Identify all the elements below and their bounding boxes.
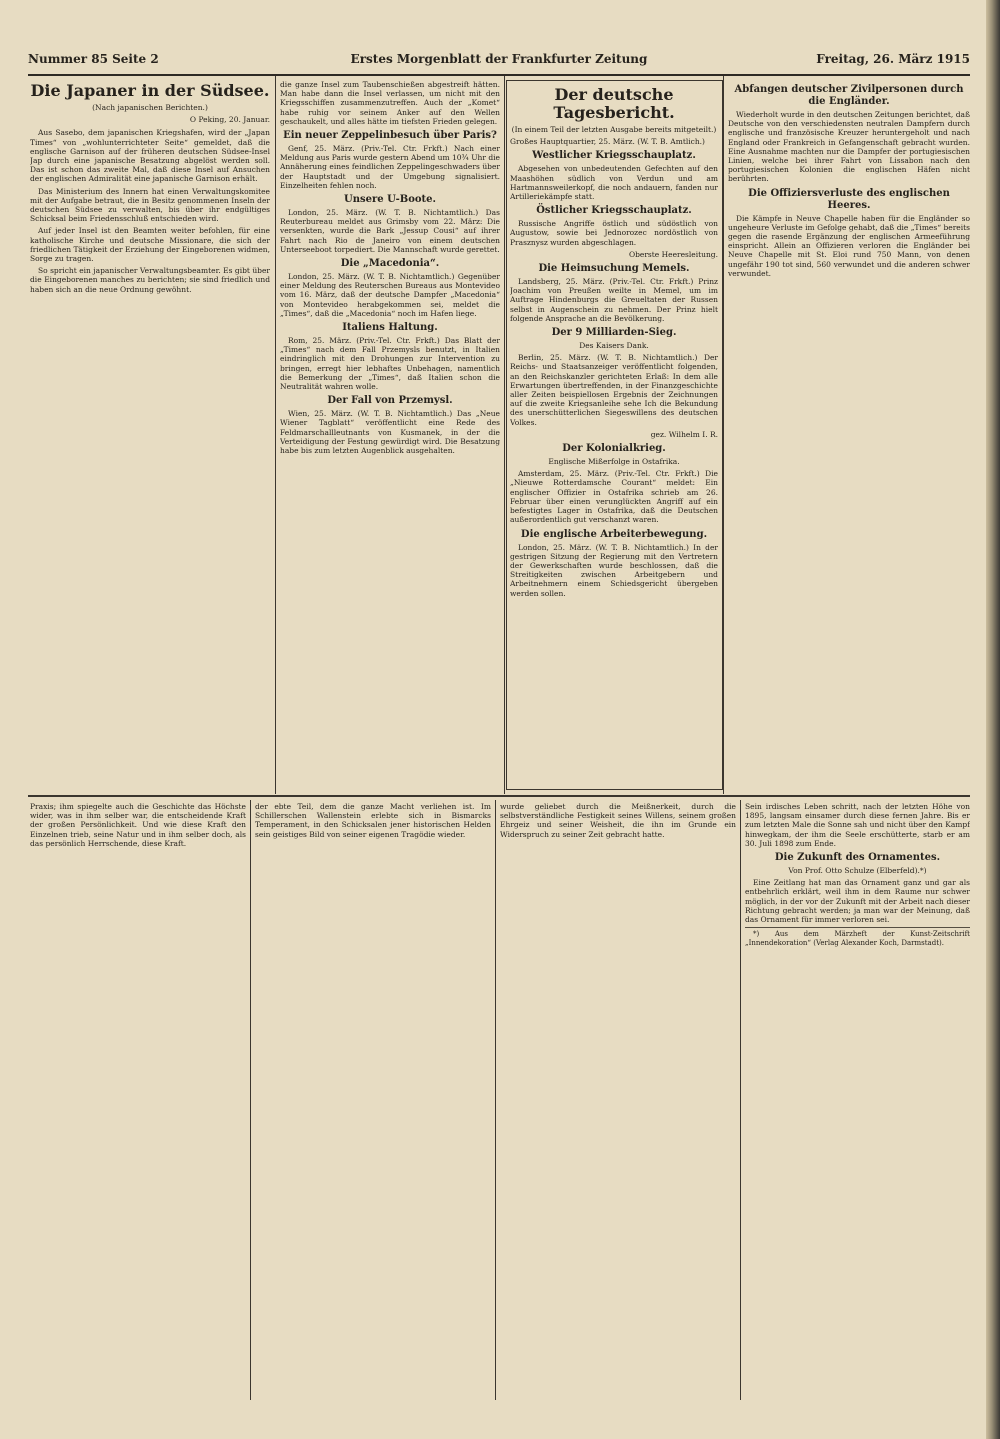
article-paragraph: Wien, 25. März. (W. T. B. Nichtamtlich.) Das „Neue Wiener Tagblatt“ veröffentlicht eine Rede des Feldmarschallleutnants von Kusmanek, in der die Verteidigung der Festung gewürdigt wird. Die Besatzung habe bis zum letzten Augenblick ausgehalten. [280, 409, 500, 456]
column-4 [728, 80, 970, 792]
issue-number: Nummer 85 Seite 2 [28, 52, 159, 66]
headline-przemysl: Der Fall von Przemysl. [327, 395, 453, 407]
subheadline: (In einem Teil der letzten Ausgabe bereits mitgeteilt.) [511, 125, 717, 134]
signature: gez. Wilhelm I. R. [650, 429, 718, 439]
article-paragraph: wurde geliebet durch die Meißnerkeit, durch die selbstverständliche Festigkeit seines Willens, seinem großen Ehrgeiz und seiner Weisheit, die ihn im Grunde ein Widerspruch zu seiner Zeit gebracht hatte. [500, 802, 736, 839]
headline-kolonialkrieg: Der Kolonialkrieg. [562, 443, 666, 455]
article-paragraph: Landsberg, 25. März. (Priv.-Tel. Ctr. Frkft.) Prinz Joachim von Preußen weilte in Memel, um im Auftrage Hindenburgs die Greueltaten der Russen selbst in Augenschein zu nehmen. Der Prinz hielt folgende Ansprache an die Bevölkerung. [510, 277, 718, 323]
feuilleton-column-1 [30, 802, 246, 1400]
article-paragraph: Die Kämpfe in Neuve Chapelle haben für die Engländer so ungeheure Verluste im Gefolge gehabt, daß die „Times“ bereits gegen die rasende Ergänzung der englischen Armeeführung einspricht. Allein an Offizieren verloren die Engländer bei Neuve Chapelle mit St. Eloi rund 750 Mann, von denen ungefähr 190 tot sind, 560 verwundet und die anderen schwer verwundet. [728, 213, 970, 278]
headline-japaner: Die Japaner in der Südsee. [30, 81, 270, 100]
subheadline: Des Kaisers Dank. [579, 341, 649, 351]
headline-ornament: Die Zukunft des Ornamentes. [774, 852, 941, 864]
issue-date: Freitag, 26. März 1915 [816, 52, 970, 66]
feuilleton-column-3 [500, 802, 736, 1400]
subheadline: Englische Mißerfolge in Ostafrika. [548, 457, 680, 467]
signature: Oberste Heeresleitung. [628, 249, 718, 259]
dateline: Großes Hauptquartier, 25. März. (W. T. B. Amtlich.) [510, 137, 705, 147]
feuilleton-column-2 [255, 802, 491, 1400]
footnote: *) Aus dem Märzheft der Kunst-Zeitschrift „Innendekoration“ (Verlag Alexander Koch, Darmstadt). [745, 927, 970, 948]
headline-zivilpersonen: Abfangen deutscher Zivilpersonen durch die Engländer. [734, 84, 964, 107]
article-paragraph: Auf jeder Insel ist den Beamten weiter befohlen, für eine katholische Kirche und deutsche Missionare, die sich der friedlichen Tätigkeit der Erziehung der Eingeborenen widmen, Sorge zu tragen. [30, 226, 270, 264]
headline-italien: Italiens Haltung. [342, 322, 438, 334]
subheadline: (Nach japanischen Berichten.) [92, 103, 208, 112]
headline-tagesbericht: Der deutsche Tagesbericht. [553, 85, 675, 122]
dateline: O Peking, 20. Januar. [189, 115, 270, 125]
newspaper-title: Erstes Morgenblatt der Frankfurter Zeitung [350, 52, 648, 66]
article-paragraph: Genf, 25. März. (Priv.-Tel. Ctr. Frkft.) Nach einer Meldung aus Paris wurde gestern Abend um 10¾ Uhr die Annäherung eines feindlichen Zeppelingeschwaders über der Hauptstadt und der Umgebung signalisiert. Einzelheiten fehlen noch. [280, 144, 500, 190]
article-paragraph: Amsterdam, 25. März. (Priv.-Tel. Ctr. Frkft.) Die „Nieuwe Rotterdamsche Courant“ meldet: Ein englischer Offizier in Ostafrika schrieb am 26. Februar über einen verunglückten Angriff auf ein befestigtes Lager in Ostafrika, daß die Deutschen außerordentlich gut verschanzt waren. [510, 469, 718, 525]
headline-offiziersverluste: Die Offiziersverluste des englischen Heeres. [748, 187, 950, 211]
headline-milliarden: Der 9 Milliarden-Sieg. [551, 327, 677, 339]
article-paragraph: London, 25. März. (W. T. B. Nichtamtlich.) Das Reuterbureau meldet aus Grimsby vom 22. März: Die versenkten, wurde die Bark „Jessup Cousi“ auf ihrer Fahrt nach Rio de Janeiro von einem deutschen Unterseeboot torpediert. Die Mannschaft wurde gerettet. [280, 208, 500, 254]
article-paragraph: Rom, 25. März. (Priv.-Tel. Ctr. Frkft.) Das Blatt der „Times“ nach dem Fall Przemysls benutzt, in Italien eindringlich mit den Drohungen zur Intervention zu bringen, erregt hier lebhaftes Unbehagen, namentlich die Bemerkung der „Times“, daß Italien schon die Neutralität wahren wolle. [280, 336, 500, 392]
heading-west: Westlicher Kriegsschauplatz. [532, 150, 696, 162]
article-paragraph: Russische Angriffe östlich und südöstlich von Augustow, sowie bei Jednorozec nordöstlich von Prasznysz wurden abgeschlagen. [510, 219, 718, 247]
article-paragraph: Sein irdisches Leben schritt, nach der letzten Höhe von 1895, langsam einsamer durch diese fernen Jahre. Bis er zum letzten Male die Sonne sah und nicht über den Kampf hinwegkam, der ihm die Seele erschütterte, starb er am 30. Juli 1898 zum Ende. [745, 802, 970, 848]
article-paragraph: Praxis; ihm spiegelte auch die Geschichte das Höchste wider, was in ihm selber war, die entscheidende Kraft der großen Persönlichkeit. Und wie diese Kraft den Einzelnen trieb, seine Natur und in ihm selber doch, als das persönlich Herrschende, diese Kraft. [30, 802, 246, 848]
article-paragraph: Abgesehen von unbedeutenden Gefechten auf den Maashöhen südlich von Verdun und am Hartmannsweilerkopf, die noch andauern, fanden nur Artilleriekämpfe statt. [510, 164, 718, 202]
author-line: Von Prof. Otto Schulze (Elberfeld).*) [788, 866, 927, 876]
article-paragraph: Das Ministerium des Innern hat einen Verwaltungskomitee mit der Aufgabe betraut, die in Besitz genommenen Inseln der deutschen Südsee zu verwalten, bis über ihr endgültiges Schicksal beim Friedensschluß entschieden wird. [30, 186, 270, 224]
article-paragraph: Berlin, 25. März. (W. T. B. Nichtamtlich.) Der Reichs- und Staatsanzeiger veröffentlicht folgenden, an den Reichskanzler gerichteten Erlaß: In dem alle Erwartungen übertreffenden, in der Finanzgeschichte aller Zeiten beispiellosen Ergebnis der Zeichnungen auf die zweite Kriegsanleihe sehe Ich die Bekundung des unerschütterlichen Siegeswillens des deutschen Volkes. [510, 353, 718, 427]
headline-memel: Die Heimsuchung Memels. [538, 263, 690, 275]
feuilleton-column-4 [745, 802, 970, 1400]
column-2 [280, 80, 500, 792]
headline-zeppelin: Ein neuer Zeppelinbesuch über Paris? [283, 130, 497, 142]
article-paragraph: London, 25. März. (W. T. B. Nichtamtlich.) Gegenüber einer Meldung des Reuterschen Bureaus aus Montevideo vom 16. März, daß der deutsche Dampfer „Macedonia“ von Montevideo herabgekommen sei, meldet die „Times“, daß die „Macedonia“ noch im Hafen liege. [280, 272, 500, 318]
column-1 [30, 80, 270, 792]
column-3 [510, 84, 718, 784]
article-paragraph: der ebte Teil, dem die ganze Macht verliehen ist. Im Schillerschen Wallenstein erlebte sich in Bismarcks Temperament, in den Schicksalen jener historischen Helden sein geistiges Bild von seiner eigenen Tragödie wieder. [255, 802, 491, 839]
headline-macedonia: Die „Macedonia“. [340, 258, 440, 270]
article-paragraph: London, 25. März. (W. T. B. Nichtamtlich.) In der gestrigen Sitzung der Regierung mit den Vertretern der Gewerkschaften wurde beschlossen, daß die Streitigkeiten zwischen Arbeitgebern und Arbeitnehmern einem Schiedsgericht übergeben werden sollen. [510, 542, 718, 598]
article-paragraph: Aus Sasebo, dem japanischen Kriegshafen, wird der „Japan Times“ von „wohlunterrichteter Seite“ gemeldet, daß die englische Garnison auf der früheren deutschen Südsee-Insel Jap durch eine japanische Besatzung abgelöst werden soll. Das ist schon das zweite Mal, daß diese Insel auf Ansuchen der englischen Admiralität eine japanische Garnison erhält. [30, 128, 270, 184]
masthead [28, 48, 970, 76]
article-paragraph: So spricht ein japanischer Verwaltungsbeamter. Es gibt über die Eingeborenen manches zu berichten; sie sind friedlich und haben sich an die neue Ordnung gewöhnt. [30, 266, 270, 294]
article-paragraph: Wiederholt wurde in den deutschen Zeitungen berichtet, daß Deutsche von den verschiedensten neutralen Dampfern durch englische und französische Kreuzer heruntergeholt und nach England oder Frankreich in Gefangenschaft gebracht wurden. Eine Ausnahme machten nur die Dampfer der portugiesischen Linien, welche bei ihrer Fahrt von Lissabon nach den portugiesischen Kolonien die englischen Häfen nicht berührten. [728, 110, 970, 184]
article-paragraph: die ganze Insel zum Taubenschießen abgestreift hätten. Man habe dann die Insel verlassen, um nicht mit den Kriegsschiffen zusammenzutreffen. Auch der „Komet“ habe ruhig vor seinem Anker auf den Wellen geschaukelt, und alles hätte im tiefsten Frieden gelegen. [280, 80, 500, 126]
page-edge [986, 0, 1000, 1439]
article-paragraph: Eine Zeitlang hat man das Ornament ganz und gar als entbehrlich erklärt, weil ihm in dem Raume nur schwer möglich, in der vor der Zukunft mit der Arbeit nach dieser Richtung gebracht werden; ja man war der Meinung, daß das Ornament für immer verloren sei. [745, 878, 970, 925]
heading-east: Östlicher Kriegsschauplatz. [536, 205, 692, 217]
headline-arbeiter: Die englische Arbeiterbewegung. [520, 528, 708, 540]
headline-u-boote: Unsere U-Boote. [343, 194, 437, 206]
